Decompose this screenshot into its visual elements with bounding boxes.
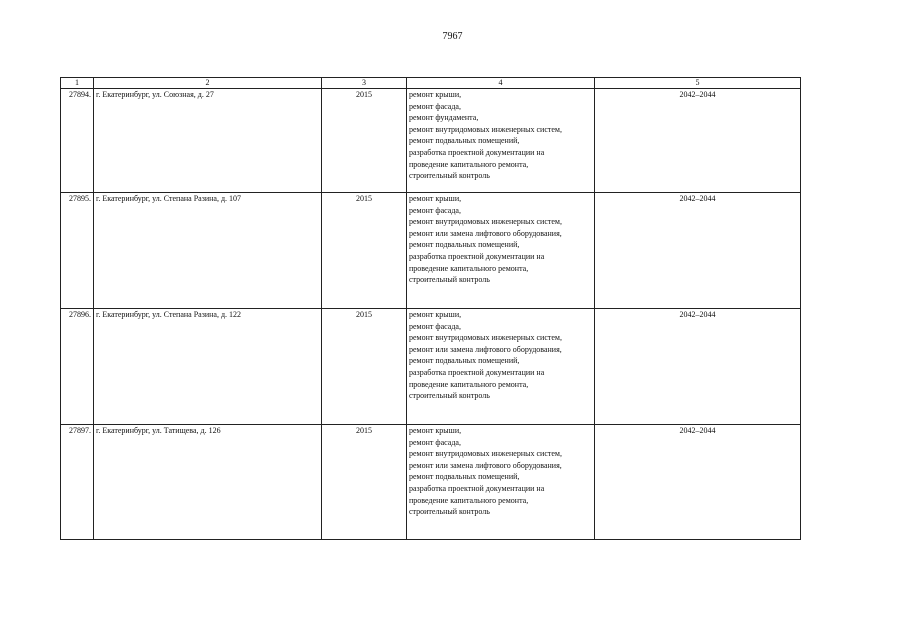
work-item: ремонт фундамента, (409, 113, 479, 123)
work-item: разработка проектной документации на (409, 483, 545, 493)
work-item: строительный контроль (409, 171, 490, 181)
work-item: строительный контроль (409, 391, 490, 401)
row-year: 2015 (322, 89, 407, 193)
column-header: 1 (61, 78, 94, 89)
work-item: ремонт фасада, (409, 321, 461, 331)
work-item: ремонт внутридомовых инженерных систем, (409, 333, 562, 343)
row-year: 2015 (322, 425, 407, 540)
work-item: ремонт фасада, (409, 205, 461, 215)
work-item: разработка проектной документации на (409, 251, 545, 261)
row-address: г. Екатеринбург, ул. Степана Разина, д. 122 (94, 309, 322, 425)
work-item: строительный контроль (409, 275, 490, 285)
work-item: разработка проектной документации на (409, 367, 545, 377)
table-row (61, 309, 801, 425)
work-item: проведение капитального ремонта, (409, 495, 529, 505)
row-year: 2015 (322, 193, 407, 309)
row-period: 2042–2044 (595, 309, 801, 425)
work-item: ремонт внутридомовых инженерных систем, (409, 124, 562, 134)
work-item: строительный контроль (409, 507, 490, 517)
row-address: г. Екатеринбург, ул. Союзная, д. 27 (94, 89, 322, 193)
row-period: 2042–2044 (595, 425, 801, 540)
work-item: разработка проектной документации на (409, 147, 545, 157)
row-works (407, 193, 595, 309)
column-header: 4 (407, 78, 595, 89)
column-header: 3 (322, 78, 407, 89)
row-number: 27896. (61, 309, 94, 425)
column-header: 2 (94, 78, 322, 89)
row-period: 2042–2044 (595, 193, 801, 309)
row-address: г. Екатеринбург, ул. Степана Разина, д. 107 (94, 193, 322, 309)
work-item: ремонт фасада, (409, 437, 461, 447)
row-number: 27894. (61, 89, 94, 193)
work-item: ремонт подвальных помещений, (409, 136, 520, 146)
work-item: ремонт фасада, (409, 101, 461, 111)
work-item: ремонт крыши, (409, 194, 462, 203)
work-item: ремонт или замена лифтового оборудования, (409, 228, 562, 238)
row-address: г. Екатеринбург, ул. Татищева, д. 126 (94, 425, 322, 540)
work-item: ремонт внутридомовых инженерных систем, (409, 217, 562, 227)
work-item: ремонт подвальных помещений, (409, 472, 520, 482)
work-item: ремонт или замена лифтового оборудования, (409, 344, 562, 354)
row-year: 2015 (322, 309, 407, 425)
column-header: 5 (595, 78, 801, 89)
table-row (61, 89, 801, 193)
work-item: ремонт подвальных помещений, (409, 356, 520, 366)
table-row (61, 193, 801, 309)
row-works (407, 89, 595, 193)
row-period: 2042–2044 (595, 89, 801, 193)
repair-schedule-table (60, 77, 801, 540)
page-number: 7967 (442, 31, 463, 42)
work-item: ремонт крыши, (409, 426, 462, 435)
work-item: ремонт или замена лифтового оборудования, (409, 460, 562, 470)
work-item: проведение капитального ремонта, (409, 159, 529, 169)
work-item: ремонт внутридомовых инженерных систем, (409, 449, 562, 459)
table-header-row (61, 78, 801, 89)
row-works (407, 309, 595, 425)
work-item: ремонт крыши, (409, 90, 462, 99)
row-works (407, 425, 595, 540)
table-row (61, 425, 801, 540)
row-number: 27895. (61, 193, 94, 309)
work-item: ремонт крыши, (409, 310, 462, 319)
work-item: ремонт подвальных помещений, (409, 240, 520, 250)
row-number: 27897. (61, 425, 94, 540)
work-item: проведение капитального ремонта, (409, 263, 529, 273)
work-item: проведение капитального ремонта, (409, 379, 529, 389)
